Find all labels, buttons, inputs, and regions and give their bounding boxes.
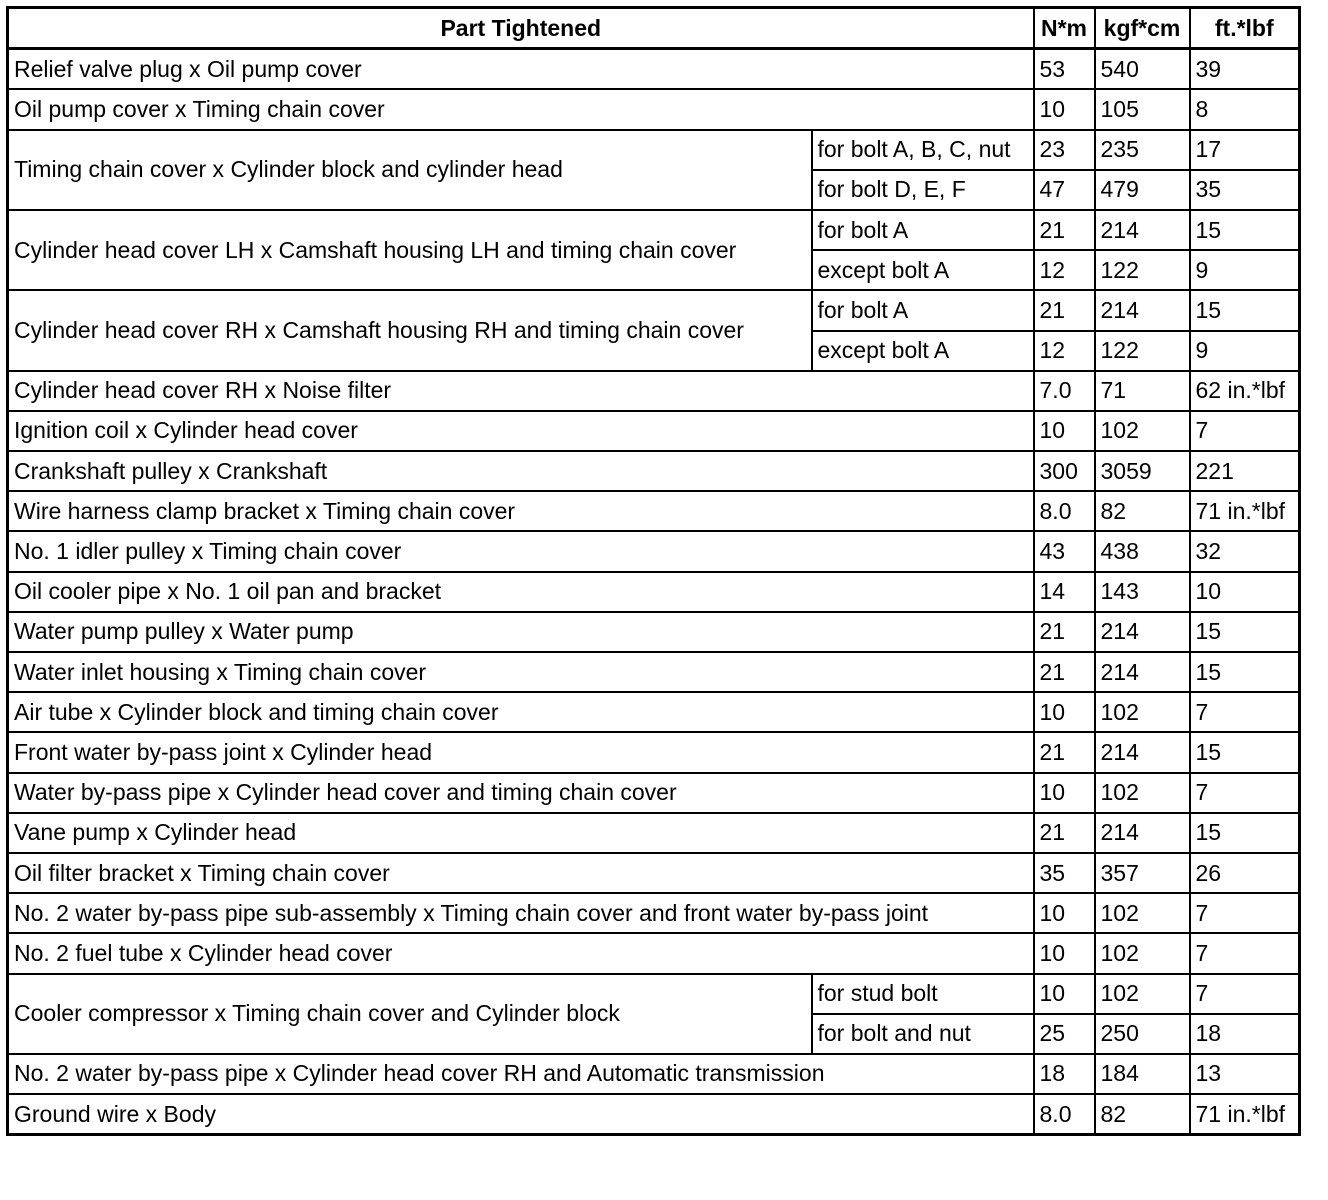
- part-cell: Cooler compressor x Timing chain cover and Cylinder block: [8, 974, 812, 1054]
- ft-lbf-cell: 8: [1190, 89, 1300, 129]
- ft-lbf-cell: 15: [1190, 813, 1300, 853]
- table-row: [8, 451, 1300, 491]
- part-cell: Cylinder head cover RH x Camshaft housing RH and timing chain cover: [8, 290, 812, 370]
- part-cell: Oil cooler pipe x No. 1 oil pan and bracket: [8, 572, 1034, 612]
- kgf-cm-cell: 214: [1095, 612, 1190, 652]
- nm-cell: 10: [1034, 974, 1095, 1014]
- part-cell: No. 1 idler pulley x Timing chain cover: [8, 531, 1034, 571]
- ft-lbf-cell: 7: [1190, 411, 1300, 451]
- table-row: [8, 89, 1300, 129]
- part-cell: No. 2 water by-pass pipe sub-assembly x Timing chain cover and front water by-pass joint: [8, 893, 1034, 933]
- table-row: [8, 853, 1300, 893]
- ft-lbf-cell: 32: [1190, 531, 1300, 571]
- condition-cell: for bolt D, E, F: [812, 170, 1034, 210]
- ft-lbf-cell: 35: [1190, 170, 1300, 210]
- kgf-cm-cell: 102: [1095, 692, 1190, 732]
- table-row: [8, 290, 1300, 330]
- part-cell: Water by-pass pipe x Cylinder head cover and timing chain cover: [8, 773, 1034, 813]
- table-row: [8, 813, 1300, 853]
- kgf-cm-cell: 122: [1095, 250, 1190, 290]
- nm-cell: 21: [1034, 290, 1095, 330]
- table-row: [8, 130, 1300, 170]
- ft-lbf-cell: 39: [1190, 49, 1300, 90]
- kgf-cm-cell: 105: [1095, 89, 1190, 129]
- part-cell: Relief valve plug x Oil pump cover: [8, 49, 1034, 90]
- nm-cell: 21: [1034, 732, 1095, 772]
- kgf-cm-cell: 143: [1095, 572, 1190, 612]
- nm-cell: 12: [1034, 250, 1095, 290]
- part-cell: Crankshaft pulley x Crankshaft: [8, 451, 1034, 491]
- nm-cell: 12: [1034, 331, 1095, 371]
- ft-lbf-cell: 7: [1190, 974, 1300, 1014]
- part-cell: No. 2 fuel tube x Cylinder head cover: [8, 933, 1034, 973]
- nm-cell: 21: [1034, 210, 1095, 250]
- condition-cell: except bolt A: [812, 331, 1034, 371]
- table-row: [8, 974, 1300, 1014]
- kgf-cm-cell: 102: [1095, 773, 1190, 813]
- kgf-cm-cell: 438: [1095, 531, 1190, 571]
- ft-lbf-cell: 7: [1190, 692, 1300, 732]
- table-body: [8, 49, 1300, 1135]
- ft-lbf-cell: 15: [1190, 290, 1300, 330]
- nm-cell: 47: [1034, 170, 1095, 210]
- kgf-cm-cell: 214: [1095, 210, 1190, 250]
- kgf-cm-cell: 82: [1095, 491, 1190, 531]
- header-kgf-cm: kgf*cm: [1095, 8, 1190, 49]
- ft-lbf-cell: 7: [1190, 773, 1300, 813]
- part-cell: Cylinder head cover RH x Noise filter: [8, 371, 1034, 411]
- ft-lbf-cell: 15: [1190, 612, 1300, 652]
- nm-cell: 8.0: [1034, 491, 1095, 531]
- ft-lbf-cell: 17: [1190, 130, 1300, 170]
- kgf-cm-cell: 214: [1095, 652, 1190, 692]
- kgf-cm-cell: 479: [1095, 170, 1190, 210]
- header-ft-lbf: ft.*lbf: [1190, 8, 1300, 49]
- kgf-cm-cell: 71: [1095, 371, 1190, 411]
- table-row: [8, 371, 1300, 411]
- nm-cell: 23: [1034, 130, 1095, 170]
- ft-lbf-cell: 15: [1190, 652, 1300, 692]
- ft-lbf-cell: 9: [1190, 331, 1300, 371]
- nm-cell: 21: [1034, 813, 1095, 853]
- ft-lbf-cell: 7: [1190, 933, 1300, 973]
- torque-specification-table: [6, 6, 1301, 1136]
- nm-cell: 43: [1034, 531, 1095, 571]
- table-row: [8, 893, 1300, 933]
- kgf-cm-cell: 235: [1095, 130, 1190, 170]
- ft-lbf-cell: 62 in.*lbf: [1190, 371, 1300, 411]
- condition-cell: for bolt and nut: [812, 1014, 1034, 1054]
- part-cell: Air tube x Cylinder block and timing chain cover: [8, 692, 1034, 732]
- table-row: [8, 49, 1300, 90]
- part-cell: No. 2 water by-pass pipe x Cylinder head cover RH and Automatic transmission: [8, 1054, 1034, 1094]
- ft-lbf-cell: 71 in.*lbf: [1190, 1094, 1300, 1135]
- kgf-cm-cell: 102: [1095, 974, 1190, 1014]
- part-cell: Vane pump x Cylinder head: [8, 813, 1034, 853]
- part-cell: Wire harness clamp bracket x Timing chain cover: [8, 491, 1034, 531]
- ft-lbf-cell: 15: [1190, 210, 1300, 250]
- condition-cell: for bolt A: [812, 210, 1034, 250]
- ft-lbf-cell: 15: [1190, 732, 1300, 772]
- condition-cell: for stud bolt: [812, 974, 1034, 1014]
- kgf-cm-cell: 122: [1095, 331, 1190, 371]
- nm-cell: 300: [1034, 451, 1095, 491]
- ft-lbf-cell: 9: [1190, 250, 1300, 290]
- kgf-cm-cell: 357: [1095, 853, 1190, 893]
- part-cell: Water pump pulley x Water pump: [8, 612, 1034, 652]
- nm-cell: 7.0: [1034, 371, 1095, 411]
- kgf-cm-cell: 184: [1095, 1054, 1190, 1094]
- ft-lbf-cell: 7: [1190, 893, 1300, 933]
- ft-lbf-cell: 13: [1190, 1054, 1300, 1094]
- kgf-cm-cell: 540: [1095, 49, 1190, 90]
- nm-cell: 21: [1034, 652, 1095, 692]
- part-cell: Front water by-pass joint x Cylinder head: [8, 732, 1034, 772]
- ft-lbf-cell: 18: [1190, 1014, 1300, 1054]
- condition-cell: for bolt A, B, C, nut: [812, 130, 1034, 170]
- ft-lbf-cell: 26: [1190, 853, 1300, 893]
- nm-cell: 25: [1034, 1014, 1095, 1054]
- ft-lbf-cell: 71 in.*lbf: [1190, 491, 1300, 531]
- part-cell: Cylinder head cover LH x Camshaft housing LH and timing chain cover: [8, 210, 812, 290]
- table-row: [8, 1094, 1300, 1135]
- part-cell: Ground wire x Body: [8, 1094, 1034, 1135]
- table-row: [8, 773, 1300, 813]
- ft-lbf-cell: 10: [1190, 572, 1300, 612]
- nm-cell: 35: [1034, 853, 1095, 893]
- kgf-cm-cell: 214: [1095, 732, 1190, 772]
- kgf-cm-cell: 3059: [1095, 451, 1190, 491]
- table-row: [8, 652, 1300, 692]
- table-row: [8, 732, 1300, 772]
- table-row: [8, 1054, 1300, 1094]
- nm-cell: 10: [1034, 933, 1095, 973]
- kgf-cm-cell: 214: [1095, 290, 1190, 330]
- nm-cell: 10: [1034, 411, 1095, 451]
- part-cell: Oil filter bracket x Timing chain cover: [8, 853, 1034, 893]
- nm-cell: 10: [1034, 893, 1095, 933]
- part-cell: Water inlet housing x Timing chain cover: [8, 652, 1034, 692]
- kgf-cm-cell: 250: [1095, 1014, 1190, 1054]
- table-row: [8, 491, 1300, 531]
- part-cell: Oil pump cover x Timing chain cover: [8, 89, 1034, 129]
- condition-cell: except bolt A: [812, 250, 1034, 290]
- nm-cell: 53: [1034, 49, 1095, 90]
- ft-lbf-cell: 221: [1190, 451, 1300, 491]
- nm-cell: 8.0: [1034, 1094, 1095, 1135]
- kgf-cm-cell: 102: [1095, 893, 1190, 933]
- nm-cell: 18: [1034, 1054, 1095, 1094]
- part-cell: Timing chain cover x Cylinder block and cylinder head: [8, 130, 812, 210]
- nm-cell: 10: [1034, 89, 1095, 129]
- nm-cell: 21: [1034, 612, 1095, 652]
- table-row: [8, 572, 1300, 612]
- table-row: [8, 411, 1300, 451]
- table-row: [8, 210, 1300, 250]
- kgf-cm-cell: 102: [1095, 933, 1190, 973]
- kgf-cm-cell: 102: [1095, 411, 1190, 451]
- nm-cell: 14: [1034, 572, 1095, 612]
- condition-cell: for bolt A: [812, 290, 1034, 330]
- header-part-tightened: Part Tightened: [8, 8, 1034, 49]
- kgf-cm-cell: 214: [1095, 813, 1190, 853]
- nm-cell: 10: [1034, 692, 1095, 732]
- kgf-cm-cell: 82: [1095, 1094, 1190, 1135]
- part-cell: Ignition coil x Cylinder head cover: [8, 411, 1034, 451]
- table-row: [8, 933, 1300, 973]
- table-row: [8, 531, 1300, 571]
- table-row: [8, 612, 1300, 652]
- nm-cell: 10: [1034, 773, 1095, 813]
- table-row: [8, 692, 1300, 732]
- header-row: [8, 8, 1300, 49]
- header-nm: N*m: [1034, 8, 1095, 49]
